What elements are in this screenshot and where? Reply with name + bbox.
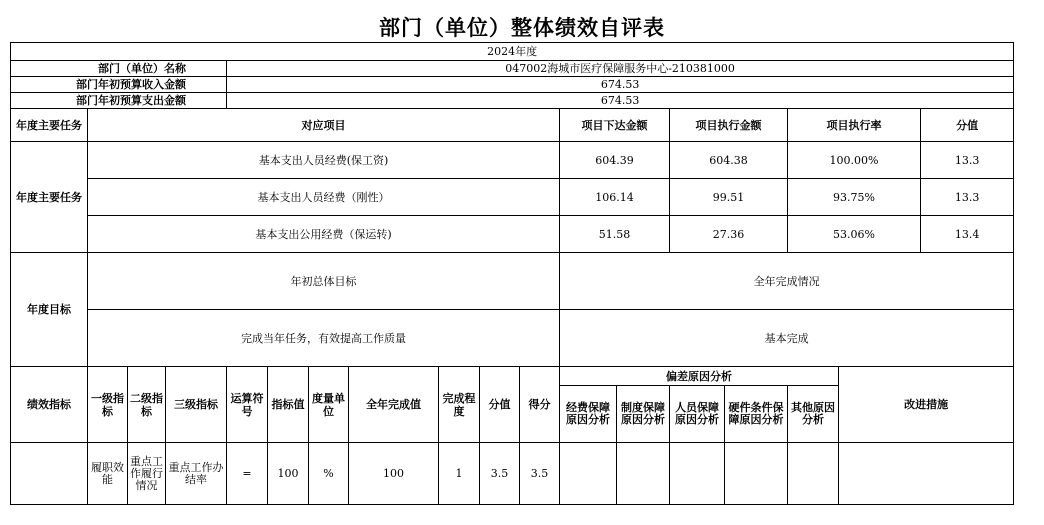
perf-row-d2: [617, 443, 670, 505]
budget-income-value: 674.53: [227, 77, 1014, 93]
task-section-label: 年度主要任务: [11, 142, 88, 253]
task-name: 基本支出人员经费(保工资): [88, 142, 560, 179]
task-value: 13.4: [921, 216, 1014, 253]
perf-op-header: 运算符号: [227, 367, 268, 443]
perf-row-degree: 1: [439, 443, 480, 505]
goal-completion-header: 全年完成情况: [560, 253, 1014, 310]
task-executed-header: 项目执行金额: [670, 109, 788, 142]
perf-degree-header: 完成程度: [439, 367, 480, 443]
budget-expense-label: 部门年初预算支出金额: [11, 93, 227, 109]
task-section-header: 年度主要任务: [11, 109, 88, 142]
perf-d4-header: 硬件条件保障原因分析: [725, 386, 788, 443]
perf-row-l1: 履职效能: [88, 443, 128, 505]
perf-l3-header: 三级指标: [166, 367, 227, 443]
task-issued: 604.39: [560, 142, 670, 179]
perf-row-l3: 重点工作办结率: [166, 443, 227, 505]
task-issued: 106.14: [560, 179, 670, 216]
task-value: 13.3: [921, 142, 1014, 179]
goal-target-header: 年初总体目标: [88, 253, 560, 310]
task-value-header: 分值: [921, 109, 1014, 142]
perf-actual-header: 全年完成值: [349, 367, 439, 443]
perf-row-d4: [725, 443, 788, 505]
task-issued-header: 项目下达金额: [560, 109, 670, 142]
perf-row-index: 100: [268, 443, 309, 505]
task-rate: 53.06%: [788, 216, 921, 253]
task-rate: 93.75%: [788, 179, 921, 216]
goal-label: 年度目标: [11, 253, 88, 367]
dept-name-label: 部门（单位）名称: [11, 61, 227, 77]
task-executed: 604.38: [670, 142, 788, 179]
task-item-header: 对应项目: [88, 109, 560, 142]
perf-index-header: 指标值: [268, 367, 309, 443]
perf-value-header: 分值: [480, 367, 520, 443]
perf-row-actual: 100: [349, 443, 439, 505]
perf-row-d3: [670, 443, 725, 505]
performance-table: [10, 42, 1014, 505]
perf-row-op: =: [227, 443, 268, 505]
perf-row-improve: [839, 443, 1014, 505]
task-value: 13.3: [921, 179, 1014, 216]
perf-unit-header: 度量单位: [309, 367, 349, 443]
task-executed: 99.51: [670, 179, 788, 216]
task-rate-header: 项目执行率: [788, 109, 921, 142]
task-issued: 51.58: [560, 216, 670, 253]
task-name: 基本支出公用经费（保运转): [88, 216, 560, 253]
perf-row-l2: 重点工作履行情况: [128, 443, 166, 505]
perf-d2-header: 制度保障原因分析: [617, 386, 670, 443]
budget-expense-value: 674.53: [227, 93, 1014, 109]
dept-name-value: 047002海城市医疗保障服务中心-210381000: [227, 61, 1014, 77]
perf-d3-header: 人员保障原因分析: [670, 386, 725, 443]
goal-completion: 基本完成: [560, 310, 1014, 367]
perf-improve-header: 改进措施: [839, 367, 1014, 443]
budget-income-label: 部门年初预算收入金额: [11, 77, 227, 93]
goal-target: 完成当年任务，有效提高工作质量: [88, 310, 560, 367]
perf-row-d1: [560, 443, 617, 505]
perf-label: 绩效指标: [11, 367, 88, 443]
perf-row-unit: %: [309, 443, 349, 505]
perf-row-d5: [788, 443, 839, 505]
task-executed: 27.36: [670, 216, 788, 253]
perf-l1-header: 一级指标: [88, 367, 128, 443]
report-title: 部门（单位）整体绩效自评表: [379, 16, 665, 40]
perf-deviation-header: 偏差原因分析: [560, 367, 839, 386]
year-cell: 2024年度: [11, 43, 1014, 61]
perf-d1-header: 经费保障原因分析: [560, 386, 617, 443]
perf-row-blank: [11, 443, 88, 505]
perf-l2-header: 二级指标: [128, 367, 166, 443]
perf-score-header: 得分: [520, 367, 560, 443]
perf-row-score: 3.5: [520, 443, 560, 505]
task-rate: 100.00%: [788, 142, 921, 179]
perf-row-value: 3.5: [480, 443, 520, 505]
task-name: 基本支出人员经费（刚性）: [88, 179, 560, 216]
perf-d5-header: 其他原因分析: [788, 386, 839, 443]
